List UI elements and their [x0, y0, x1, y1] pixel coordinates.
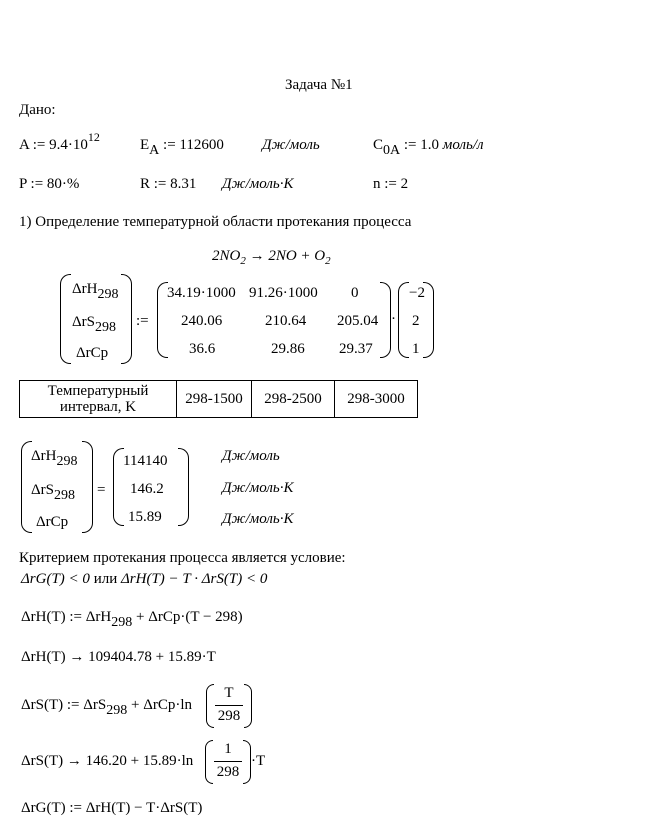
matrix-cell: 240.06 — [181, 313, 223, 329]
result-values-vector — [113, 448, 189, 526]
criterion-text: Критерием протекания процесса является условие: — [19, 550, 346, 566]
matrix-cell: 205.04 — [337, 313, 379, 329]
result-cell: 146.2 — [130, 481, 164, 497]
given-n: n := 2 — [373, 176, 409, 192]
vector-item: ΔrH298 — [72, 281, 119, 302]
table-cell: 298-1500 — [177, 381, 252, 418]
section-heading: 1) Определение температурной области протекания процесса — [19, 214, 412, 230]
matrix-cell: 91.26·1000 — [249, 285, 318, 301]
fraction-denominator: 298 — [216, 764, 240, 780]
stoich-vector — [398, 282, 434, 358]
entropy-result-tail: ·T — [251, 753, 266, 769]
vector-item: ΔrS298 — [31, 482, 75, 503]
vector-item: ΔrCp — [76, 345, 109, 361]
result-unit: Дж/моль·K — [222, 511, 294, 527]
matrix-cell: 210.64 — [265, 313, 307, 329]
gibbs-definition: ΔrG(T) := ΔrH(T) − T·ΔrS(T) — [21, 800, 203, 816]
coef-cell: 1 — [412, 341, 420, 357]
result-cell: 114140 — [123, 453, 168, 469]
result-unit: Дж/моль — [222, 448, 280, 464]
enthalpy-definition: ΔrH(T) := ΔrH298 + ΔrCp·(T − 298) — [21, 609, 243, 630]
fraction-numerator: 1 — [224, 741, 232, 757]
entropy-result-fraction — [205, 740, 251, 784]
given-label: Дано: — [19, 102, 56, 118]
given-R: R := 8.31 — [140, 176, 197, 192]
matrix-cell: 0 — [351, 285, 359, 301]
temperature-interval-table — [19, 380, 418, 418]
matrix-cell: 29.86 — [271, 341, 305, 357]
result-unit: Дж/моль·K — [222, 480, 294, 496]
table-cell: 298-2500 — [252, 381, 335, 418]
coef-cell: 2 — [412, 313, 420, 329]
page-title: Задача №1 — [285, 77, 353, 93]
given-EA: EA := 112600 — [140, 137, 224, 158]
matrix-cell: 36.6 — [189, 341, 216, 357]
matrix-cell: 34.19·1000 — [167, 285, 236, 301]
entropy-definition: ΔrS(T) := ΔrS298 + ΔrCp·ln — [21, 697, 193, 718]
vector-item: ΔrS298 — [72, 314, 116, 335]
vector-item: ΔrH298 — [31, 448, 78, 469]
matrix-cell: 29.37 — [339, 341, 373, 357]
thermo-vector — [60, 274, 132, 364]
vector-item: ΔrCp — [36, 514, 69, 530]
result-cell: 15.89 — [128, 509, 162, 525]
assign-operator: := — [136, 313, 149, 329]
given-C0A: C0A := 1.0 моль/л — [373, 137, 484, 158]
equals-sign: = — [97, 482, 106, 498]
entropy-fraction — [206, 684, 252, 728]
reaction-equation: $2NO_2 \to 2NO + O_2$ — [212, 248, 331, 267]
entropy-result: ΔrS(T) → 146.20 + 15.89·ln — [21, 753, 194, 769]
fraction-denominator: 298 — [217, 708, 241, 724]
criterion-condition: ΔrG(T) < 0 или ΔrH(T) − T · ΔrS(T) < 0 — [21, 571, 268, 587]
given-EA-unit: Дж/моль — [262, 137, 320, 153]
dot-operator: · — [391, 311, 396, 327]
coefficient-matrix — [157, 282, 391, 358]
fraction-numerator: T — [224, 685, 234, 701]
table-cell: 298-3000 — [335, 381, 418, 418]
result-lhs-vector — [21, 441, 93, 533]
enthalpy-result: ΔrH(T) → 109404.78 + 15.89·T — [21, 649, 216, 665]
table-header: Температурный интервал, K — [20, 381, 177, 418]
given-P: P := 80·% — [19, 176, 80, 192]
given-R-unit: Дж/моль·K — [222, 176, 294, 192]
given-A: A := $9.4\cdot 10^{12}$ — [19, 130, 100, 153]
coef-cell: −2 — [409, 285, 425, 301]
